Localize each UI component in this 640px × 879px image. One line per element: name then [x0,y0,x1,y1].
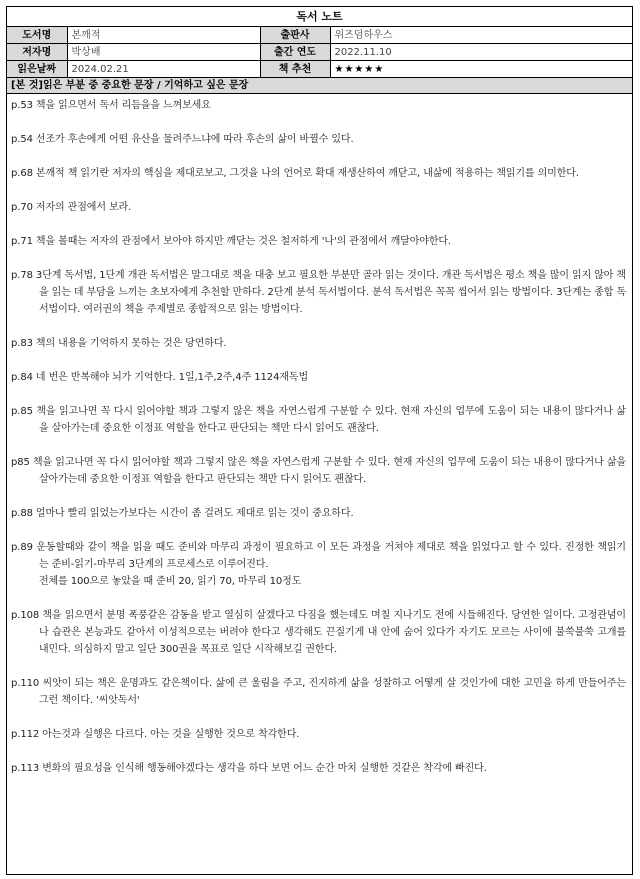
note-text: p.88 얼마나 빨리 읽었는가보다는 시간이 좀 걸려도 제대로 읽는 것이 중요하다. [11,508,354,519]
note-text: p.78 3단계 독서법, 1단계 개관 독서법은 말그대로 책을 대충 보고 필요한 부분만 골라 읽는 것이다. 개관 독서법은 평소 책을 많이 읽지 않아 책을 읽는 데 부담을 느끼는 초보자에게 추천할 만하다. 2단계 분석 독서법이다. 분석 독서법은 꼭꼭 씹어서 읽는 방법이다. 3단계는 종합 독서법이다. 여러권의 책을 주제별로 종합적으로 읽는 방법이다. [11,270,626,315]
note-item [11,403,626,437]
note-extra-text: 전체를 100으로 놓았을 때 준비 20, 읽기 70, 마무리 10정도 [39,576,302,587]
author-value: 박상배 [67,44,260,61]
note-item [11,675,626,709]
book-info-row [7,44,632,61]
read-date-label: 읽은날짜 [7,61,67,78]
note-item [11,199,626,216]
book-title-value: 본깨적 [67,27,260,44]
note-item [11,233,626,250]
note-item [11,539,626,590]
note-item [11,267,626,318]
publisher-label: 출판사 [260,27,330,44]
note-item [11,165,626,182]
note-item [11,607,626,658]
note-text: p.68 본깨적 책 읽기란 저자의 핵심을 제대로보고, 그것을 나의 언어로 확대 재생산하여 깨닫고, 내삶에 적용하는 책읽기를 의미한다. [11,168,579,179]
note-item [11,335,626,352]
page-title: 독서 노트 [7,7,632,27]
publisher-value: 위즈덤하우스 [330,27,632,44]
note-item [11,726,626,743]
book-info-row [7,61,632,78]
note-text: p.71 책을 볼때는 저자의 관점에서 보아야 하지만 깨닫는 것은 철저하게 '나'의 관점에서 깨달아야한다. [11,236,452,247]
note-text: p.85 책을 읽고나면 꼭 다시 읽어야할 책과 그렇지 않은 책을 자연스럽게 구분할 수 있다. 현재 자신의 업무에 도움이 되는 내용이 많다거나 삶을 살아가는데 중요한 이정표 역할을 한다고 판단되는 책만 다시 읽어도 괜찮다. [11,406,626,434]
book-info-table [7,27,632,78]
note-item [11,369,626,386]
note-text: p.54 선조가 후손에게 어떤 유산을 물려주느냐에 따라 후손의 삶이 바뀔수 있다. [11,134,354,145]
book-title-label: 도서명 [7,27,67,44]
note-text: p.83 책의 내용을 기억하지 못하는 것은 당연하다. [11,338,227,349]
note-item [11,760,626,777]
note-item [11,454,626,488]
note-text: p.110 씨앗이 되는 책은 운명과도 같은책이다. 삶에 큰 울림을 주고, 진지하게 삶을 성찰하고 어떻게 살 것인가에 대한 고민을 하게 만들어주는 그런 책이다. '씨앗독서' [11,678,626,706]
note-text: p.112 아는것과 실행은 다르다. 아는 것을 실행한 것으로 착각한다. [11,729,300,740]
read-date-value: 2024.02.21 [67,61,260,78]
note-text: p85 책을 읽고나면 꼭 다시 읽어야할 책과 그렇지 않은 책을 자연스럽게 구분할 수 있다. 현재 자신의 업무에 도움이 되는 내용이 많다거나 삶을 살아가는데 중요한 이정표 역할을 한다고 판단되는 책만 다시 읽어도 괜찮다. [11,457,626,485]
section-header: [본 것]읽은 부분 중 중요한 문장 / 기억하고 싶은 문장 [7,78,632,94]
note-text: p.89 운동할때와 같이 책을 읽을 때도 준비와 마무리 과정이 필요하고 이 모든 과정을 거쳐야 제대로 책을 읽었다고 할 수 있다. 진정한 책읽기는 준비-읽기-마무리 3단계의 프로세스로 이루어진다. [11,542,626,570]
book-info-row [7,27,632,44]
rating-value: ★★★★★ [330,61,632,78]
reading-note-sheet [6,6,633,875]
note-text: p.84 네 번은 반복해야 뇌가 기억한다. 1일,1주,2주,4주 1124재독법 [11,372,309,383]
note-item [11,97,626,114]
notes-list [7,94,632,777]
note-item [11,505,626,522]
publish-date-label: 출간 연도 [260,44,330,61]
publish-date-value: 2022.11.10 [330,44,632,61]
note-text: p.53 책을 읽으면서 독서 리듬을을 느껴보세요 [11,100,211,111]
note-text: p.70 저자의 관점에서 보라. [11,202,132,213]
note-item [11,131,626,148]
rating-label: 책 추천 [260,61,330,78]
note-text: p.113 변화의 필요성을 인식해 행동해야겠다는 생각을 하다 보면 어느 순간 마치 실행한 것같은 착각에 빠진다. [11,763,487,774]
note-text: p.108 책을 읽으면서 분명 폭풍같은 감동을 받고 열심히 살겠다고 다짐을 했는데도 며칠 지나기도 전에 시들해진다. 당연한 일이다. 고정관념이나 습관은 본능과도 같아서 이성적으로는 버려야 한다고 생각해도 끈질기게 내 안에 숨어 있다가 자기도 모르는 사이에 불쑥불쑥 고개를 내민다. 의심하지 말고 일단 300권을 목표로 일단 시작해보길 권한다. [11,610,626,655]
author-label: 저자명 [7,44,67,61]
